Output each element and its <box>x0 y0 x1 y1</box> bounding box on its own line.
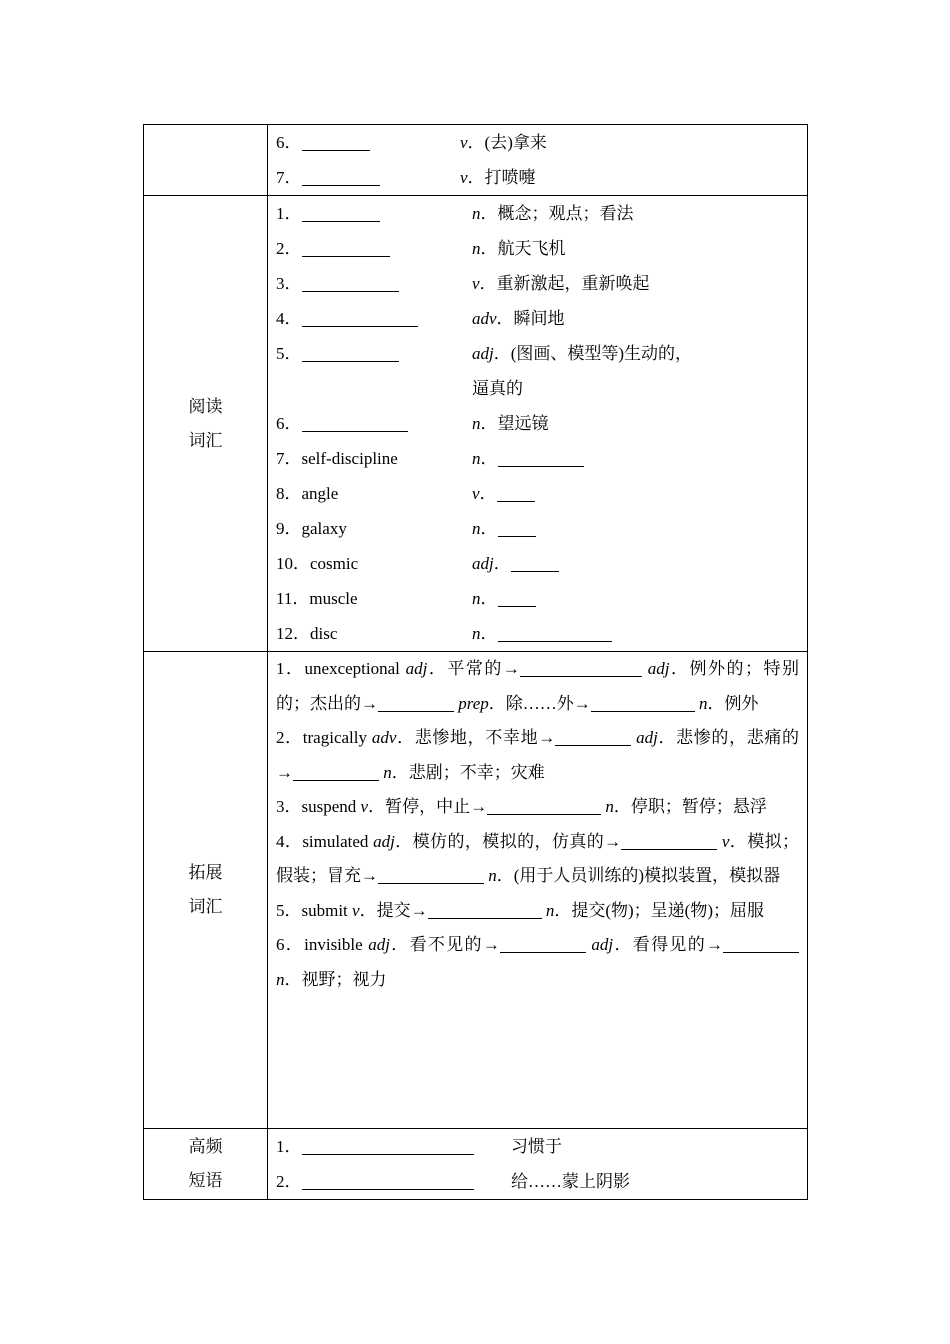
phrases-content <box>268 1129 808 1200</box>
list-item: 2． n．航天飞机 <box>276 239 566 258</box>
list-item: 2． 给……蒙上阴影 <box>276 1172 630 1191</box>
answer-blank[interactable] <box>487 796 601 815</box>
list-item: 3． v．重新激起，重新唤起 <box>276 274 650 293</box>
answer-blank[interactable] <box>500 934 586 953</box>
phrases-row <box>144 1129 808 1200</box>
answer-blank[interactable] <box>511 553 559 572</box>
reading-vocab-label: 阅读 词汇 <box>144 196 268 652</box>
top-section-label-cell <box>144 125 268 196</box>
reading-vocab-content <box>268 196 808 652</box>
answer-blank[interactable] <box>378 865 484 884</box>
answer-blank[interactable] <box>302 308 418 327</box>
answer-blank[interactable] <box>302 238 390 257</box>
list-item: 3．suspend v．暂停，中止→ n．停职；暂停；悬浮 <box>276 797 767 816</box>
answer-blank[interactable] <box>498 588 536 607</box>
answer-blank[interactable] <box>498 623 612 642</box>
answer-blank[interactable] <box>621 831 717 850</box>
top-section-content <box>268 125 808 196</box>
top-section-row <box>144 125 808 196</box>
phrases-label: 高频 短语 <box>144 1129 268 1200</box>
extended-vocab-row <box>144 652 808 1129</box>
list-item: 4．simulated adj．模仿的，模拟的，仿真的→ v．模拟；假装；冒充→ n．(用于人员训练的)模拟装置，模拟器 <box>276 831 800 885</box>
answer-blank[interactable] <box>302 167 380 186</box>
answer-blank[interactable] <box>428 900 542 919</box>
answer-blank[interactable] <box>497 483 535 502</box>
list-item: 11．muscle n． <box>268 581 807 616</box>
list-item: 7．self-discipline n． <box>268 441 807 476</box>
extended-vocab-content <box>268 652 808 1129</box>
list-item: 6． n．望远镜 <box>276 414 549 433</box>
extended-vocab-paragraphs <box>268 652 807 997</box>
answer-blank[interactable] <box>591 693 695 712</box>
answer-blank[interactable] <box>302 1171 474 1190</box>
answer-blank[interactable] <box>555 727 631 746</box>
list-item: 1． 习惯于 <box>276 1137 562 1156</box>
answer-blank[interactable] <box>302 343 399 362</box>
list-item: 10．cosmic adj． <box>268 546 807 581</box>
list-item: 5． adj．(图画、模型等)生动的， <box>276 344 693 363</box>
reading-vocab-row <box>144 196 808 652</box>
answer-blank[interactable] <box>520 658 642 677</box>
list-item: 6．invisible adj．看不见的→ adj．看得见的→ n．视野；视力 <box>276 928 799 997</box>
answer-blank[interactable] <box>302 273 399 292</box>
answer-blank[interactable] <box>293 762 379 781</box>
answer-blank[interactable] <box>498 518 536 537</box>
list-item: 12．disc n． <box>268 616 807 651</box>
list-item: 6． v．(去)拿来 <box>276 133 547 152</box>
list-item: 1．unexceptional adj．平常的→ adj．例外的；特别的；杰出的→ prep．除……外→ n．例外 <box>276 659 800 713</box>
vocabulary-table <box>143 124 808 1200</box>
list-item: 1． n．概念；观点；看法 <box>276 204 634 223</box>
extended-vocab-label: 拓展 词汇 <box>144 652 268 1129</box>
list-item: 5．submit v．提交→ n．提交(物)；呈递(物)；屈服 <box>276 900 764 920</box>
answer-blank[interactable] <box>302 203 380 222</box>
answer-blank[interactable] <box>378 693 454 712</box>
answer-blank[interactable] <box>302 132 370 151</box>
list-item: 4． adv．瞬间地 <box>276 309 565 328</box>
list-item: 8．angle v． <box>268 476 807 511</box>
list-item-continuation: 逼真的 <box>472 379 523 398</box>
answer-blank[interactable] <box>302 1136 474 1155</box>
answer-blank[interactable] <box>723 934 799 953</box>
list-item: 9．galaxy n． <box>268 511 807 546</box>
answer-blank[interactable] <box>498 448 584 467</box>
answer-blank[interactable] <box>302 413 408 432</box>
list-item: 2．tragically adv．悲惨地，不幸地→ adj．悲惨的，悲痛的→ n．悲剧；不幸；灾难 <box>276 728 800 782</box>
list-item: 7． v．打喷嚏 <box>276 168 536 187</box>
